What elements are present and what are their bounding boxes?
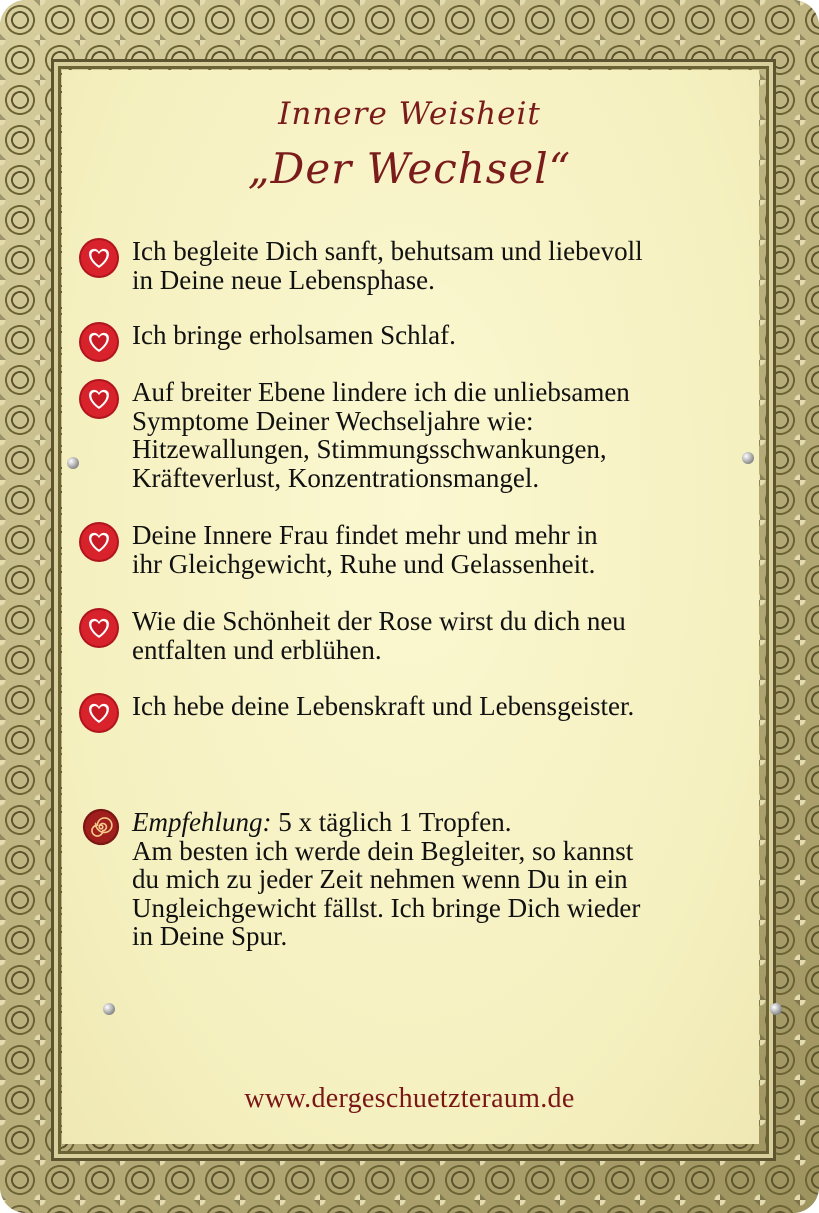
item-line: Kräfteverlust, Konzentrationsmangel. — [132, 462, 540, 493]
heart-icon — [78, 237, 120, 279]
heart-icon — [78, 607, 120, 649]
list-item — [78, 521, 738, 578]
recommendation-line: Ungleichgewicht fällst. Ich bringe Dich wieder — [132, 892, 641, 923]
heart-icon — [78, 521, 120, 563]
heart-icon — [78, 692, 120, 734]
item-line: Hitzewallungen, Stimmungsschwankungen, — [132, 434, 607, 464]
recommendation-line: in Deine Spur. — [132, 921, 288, 951]
recommendation-line: du mich zu jeder Zeit nehmen wenn Du in ein — [132, 864, 628, 894]
item-line: Wie die Schönheit der Rose wirst du dich neu — [132, 606, 626, 636]
list-item — [78, 237, 738, 294]
recommendation-dosage: 5 x täglich 1 Tropfen. — [271, 807, 512, 837]
rivet-icon — [770, 1003, 782, 1015]
recommendation-line: Am besten ich werde dein Begleiter, so kannst — [132, 835, 634, 866]
item-line: Auf breiter Ebene lindere ich die unliebsamen — [132, 377, 630, 407]
website-link[interactable]: www.dergeschuetzteraum.de — [244, 1083, 575, 1114]
item-line: Ich hebe deine Lebenskraft und Lebensgeister. — [132, 691, 635, 721]
item-line: Symptome Deiner Wechseljahre wie: — [132, 405, 534, 436]
rivet-icon — [742, 452, 754, 464]
spiral-icon — [82, 808, 120, 846]
item-line: in Deine neue Lebensphase. — [132, 264, 435, 295]
item-line: Ich bringe erholsamen Schlaf. — [132, 320, 456, 350]
list-item — [78, 692, 738, 734]
recommendation — [82, 808, 742, 951]
item-line: Deine Innere Frau findet mehr und mehr in — [132, 520, 598, 550]
heart-icon — [78, 321, 120, 363]
title-line-1: Innere Weisheit — [278, 96, 541, 132]
list-item — [78, 321, 738, 363]
item-line: entfalten und erblühen. — [132, 634, 382, 665]
item-line: Ich begleite Dich sanft, behutsam und liebevoll — [132, 236, 643, 266]
list-item — [78, 607, 738, 664]
rivet-icon — [103, 1003, 115, 1015]
heart-icon — [78, 378, 120, 420]
title-line-2: „Der Wechsel“ — [247, 144, 572, 193]
list-item — [78, 378, 738, 492]
item-line: ihr Gleichgewicht, Ruhe und Gelassenheit. — [132, 548, 596, 579]
recommendation-label: Empfehlung: — [132, 807, 272, 837]
